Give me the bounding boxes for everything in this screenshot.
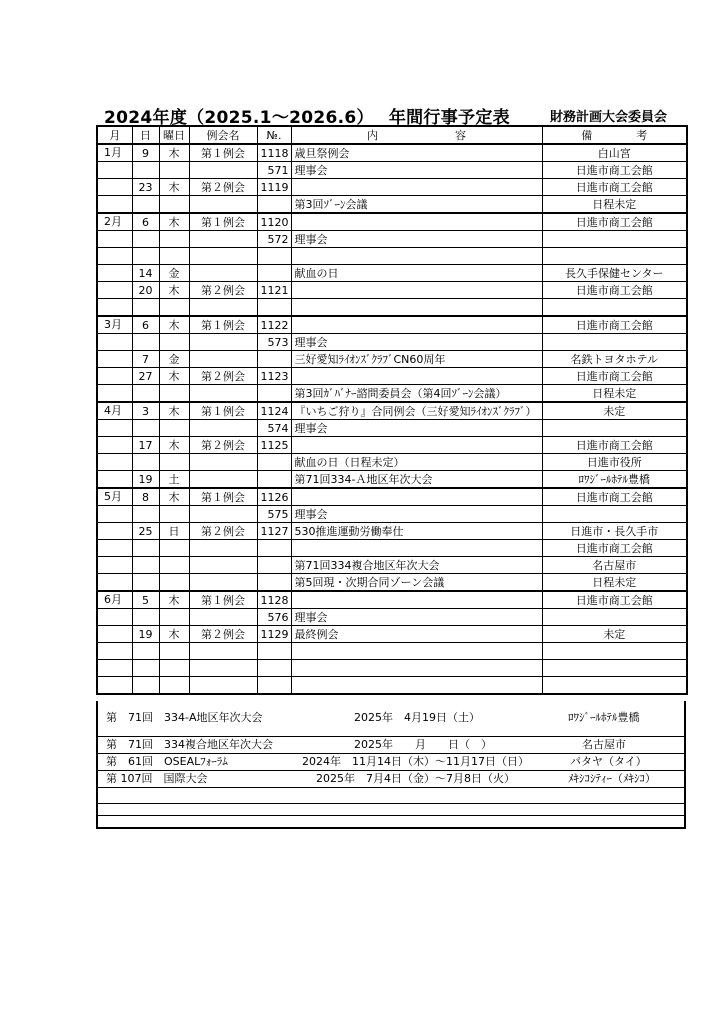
content-cell: 理事会 bbox=[291, 506, 542, 523]
row-divider bbox=[98, 787, 684, 788]
meeting-number-cell: 1124 bbox=[257, 402, 291, 420]
meeting-number-cell: 1125 bbox=[257, 437, 291, 454]
month-cell bbox=[97, 523, 132, 540]
content-cell: 第71回334複合地区年次大会 bbox=[291, 557, 542, 574]
day-cell bbox=[132, 420, 159, 437]
meeting-number-cell bbox=[257, 677, 291, 695]
meeting-number-cell: 571 bbox=[257, 162, 291, 179]
note-cell bbox=[542, 506, 687, 523]
header-note: 備 考 bbox=[542, 126, 687, 144]
day-cell: 3 bbox=[132, 402, 159, 420]
table-row bbox=[97, 471, 687, 489]
convention-label: 第 61回 OSEALﾌｫｰﾗﾑ bbox=[106, 755, 228, 768]
meeting-name-cell bbox=[189, 643, 257, 660]
note-cell bbox=[542, 248, 687, 265]
meeting-name-cell bbox=[189, 471, 257, 489]
note-cell: 日進市商工会館 bbox=[542, 591, 687, 609]
month-cell bbox=[97, 626, 132, 643]
note-cell: ﾛﾜｼﾞｰﾙﾎﾃﾙ豊橋 bbox=[542, 471, 687, 489]
meeting-name-cell bbox=[189, 557, 257, 574]
note-cell: 日進市商工会館 bbox=[542, 540, 687, 557]
header-content: 内 容 bbox=[291, 126, 542, 144]
day-cell: 14 bbox=[132, 265, 159, 282]
day-cell: 8 bbox=[132, 488, 159, 506]
content-cell: 第5回現・次期合同ゾーン会議 bbox=[291, 574, 542, 592]
schedule-body bbox=[97, 144, 687, 694]
month-cell bbox=[97, 557, 132, 574]
note-cell bbox=[542, 420, 687, 437]
weekday-cell bbox=[159, 609, 189, 626]
meeting-name-cell bbox=[189, 299, 257, 317]
content-cell: 第3回ｿﾞｰﾝ会議 bbox=[291, 196, 542, 214]
month-cell bbox=[97, 385, 132, 403]
month-cell bbox=[97, 471, 132, 489]
day-cell: 19 bbox=[132, 626, 159, 643]
convention-venue: ﾒｷｼｺｼﾃｨｰ（ﾒｷｼｺ） bbox=[568, 772, 656, 785]
weekday-cell bbox=[159, 557, 189, 574]
day-cell bbox=[132, 385, 159, 403]
meeting-number-cell: 1123 bbox=[257, 368, 291, 385]
weekday-cell: 木 bbox=[159, 179, 189, 196]
content-cell bbox=[291, 299, 542, 317]
month-cell bbox=[97, 351, 132, 368]
day-cell bbox=[132, 677, 159, 695]
table-row bbox=[97, 402, 687, 420]
content-cell: 献血の日 bbox=[291, 265, 542, 282]
content-cell: 献血の日（日程未定） bbox=[291, 454, 542, 471]
table-row bbox=[97, 454, 687, 471]
note-cell bbox=[542, 660, 687, 677]
table-row bbox=[97, 265, 687, 282]
table-row bbox=[97, 196, 687, 214]
convention-venue: ﾛﾜｼﾞｰﾙﾎﾃﾙ豊橋 bbox=[568, 711, 640, 724]
meeting-number-cell: 572 bbox=[257, 231, 291, 248]
meeting-name-cell bbox=[189, 231, 257, 248]
month-cell bbox=[97, 334, 132, 351]
note-cell: 日進市商工会館 bbox=[542, 162, 687, 179]
weekday-cell: 木 bbox=[159, 402, 189, 420]
meeting-number-cell bbox=[257, 299, 291, 317]
meeting-name-cell bbox=[189, 265, 257, 282]
table-row bbox=[97, 144, 687, 162]
table-row bbox=[97, 557, 687, 574]
convention-date: 2025年 7月4日（金）～7月8日（火） bbox=[316, 772, 515, 785]
weekday-cell: 木 bbox=[159, 316, 189, 334]
weekday-cell: 日 bbox=[159, 523, 189, 540]
day-cell bbox=[132, 643, 159, 660]
weekday-cell bbox=[159, 574, 189, 592]
weekday-cell bbox=[159, 506, 189, 523]
content-cell: 理事会 bbox=[291, 162, 542, 179]
day-cell bbox=[132, 196, 159, 214]
meeting-name-cell bbox=[189, 196, 257, 214]
note-cell: 日進市商工会館 bbox=[542, 368, 687, 385]
meeting-name-cell: 第１例会 bbox=[189, 213, 257, 231]
meeting-number-cell bbox=[257, 248, 291, 265]
meeting-number-cell: 1120 bbox=[257, 213, 291, 231]
table-row bbox=[97, 351, 687, 368]
note-cell bbox=[542, 299, 687, 317]
row-divider bbox=[98, 770, 684, 771]
table-row bbox=[97, 385, 687, 403]
convention-label: 第 71回 334複合地区年次大会 bbox=[106, 738, 273, 751]
content-cell bbox=[291, 213, 542, 231]
weekday-cell: 木 bbox=[159, 488, 189, 506]
convention-venue: 名古屋市 bbox=[582, 738, 626, 751]
note-cell: 名鉄トヨタホテル bbox=[542, 351, 687, 368]
meeting-number-cell: 575 bbox=[257, 506, 291, 523]
table-row bbox=[97, 574, 687, 592]
meeting-name-cell bbox=[189, 334, 257, 351]
note-cell: 長久手保健センター bbox=[542, 265, 687, 282]
day-cell bbox=[132, 540, 159, 557]
table-row bbox=[97, 626, 687, 643]
meeting-name-cell bbox=[189, 351, 257, 368]
table-row bbox=[97, 282, 687, 299]
content-cell bbox=[291, 660, 542, 677]
day-cell: 6 bbox=[132, 316, 159, 334]
weekday-cell: 木 bbox=[159, 144, 189, 162]
month-cell bbox=[97, 609, 132, 626]
content-cell bbox=[291, 282, 542, 299]
note-cell: 日程未定 bbox=[542, 574, 687, 592]
meeting-name-cell: 第２例会 bbox=[189, 282, 257, 299]
meeting-number-cell bbox=[257, 574, 291, 592]
month-cell: 5月 bbox=[97, 488, 132, 506]
content-cell: 理事会 bbox=[291, 609, 542, 626]
table-row bbox=[97, 231, 687, 248]
month-cell bbox=[97, 643, 132, 660]
day-cell: 5 bbox=[132, 591, 159, 609]
header-day: 日 bbox=[132, 126, 159, 144]
month-cell bbox=[97, 265, 132, 282]
meeting-name-cell: 第２例会 bbox=[189, 368, 257, 385]
content-cell bbox=[291, 248, 542, 265]
content-cell bbox=[291, 437, 542, 454]
month-cell bbox=[97, 677, 132, 695]
month-cell bbox=[97, 179, 132, 196]
convention-label: 第 107回 国際大会 bbox=[106, 772, 208, 785]
table-row bbox=[97, 299, 687, 317]
table-row bbox=[97, 643, 687, 660]
meeting-number-cell bbox=[257, 265, 291, 282]
note-cell: 日程未定 bbox=[542, 196, 687, 214]
meeting-name-cell: 第２例会 bbox=[189, 437, 257, 454]
day-cell: 9 bbox=[132, 144, 159, 162]
convention-date: 2025年 4月19日（土） bbox=[354, 711, 480, 724]
content-cell: 最終例会 bbox=[291, 626, 542, 643]
weekday-cell bbox=[159, 540, 189, 557]
convention-date: 2025年 月 日（ ） bbox=[354, 738, 492, 751]
note-cell: 日程未定 bbox=[542, 385, 687, 403]
meeting-number-cell bbox=[257, 643, 291, 660]
table-row bbox=[97, 334, 687, 351]
table-row bbox=[97, 506, 687, 523]
meeting-name-cell: 第１例会 bbox=[189, 402, 257, 420]
meeting-name-cell: 第１例会 bbox=[189, 488, 257, 506]
note-cell: 白山宮 bbox=[542, 144, 687, 162]
content-cell: 理事会 bbox=[291, 231, 542, 248]
meeting-number-cell: 574 bbox=[257, 420, 291, 437]
meeting-number-cell bbox=[257, 557, 291, 574]
meeting-number-cell: 1122 bbox=[257, 316, 291, 334]
table-row bbox=[97, 316, 687, 334]
header-number: №. bbox=[257, 126, 291, 144]
table-row bbox=[97, 488, 687, 506]
meeting-name-cell: 第２例会 bbox=[189, 523, 257, 540]
weekday-cell bbox=[159, 231, 189, 248]
row-divider bbox=[98, 753, 684, 754]
weekday-cell: 土 bbox=[159, 471, 189, 489]
convention-date: 2024年 11月14日（木）～11月17日（日） bbox=[302, 755, 529, 768]
weekday-cell: 木 bbox=[159, 591, 189, 609]
day-cell bbox=[132, 162, 159, 179]
content-cell bbox=[291, 677, 542, 695]
header-weekday: 曜日 bbox=[159, 126, 189, 144]
weekday-cell bbox=[159, 299, 189, 317]
month-cell: 3月 bbox=[97, 316, 132, 334]
note-cell: 日進市商工会館 bbox=[542, 316, 687, 334]
weekday-cell: 金 bbox=[159, 351, 189, 368]
table-row bbox=[97, 437, 687, 454]
weekday-cell: 木 bbox=[159, 368, 189, 385]
weekday-cell bbox=[159, 420, 189, 437]
table-row bbox=[97, 523, 687, 540]
row-divider bbox=[98, 736, 684, 737]
content-cell bbox=[291, 488, 542, 506]
note-cell: 日進市・長久手市 bbox=[542, 523, 687, 540]
table-row bbox=[97, 179, 687, 196]
content-cell bbox=[291, 643, 542, 660]
note-cell: 未定 bbox=[542, 402, 687, 420]
day-cell bbox=[132, 454, 159, 471]
month-cell bbox=[97, 299, 132, 317]
day-cell bbox=[132, 557, 159, 574]
convention-venue: パタヤ（タイ） bbox=[570, 755, 647, 768]
content-cell bbox=[291, 591, 542, 609]
weekday-cell bbox=[159, 454, 189, 471]
month-cell bbox=[97, 506, 132, 523]
weekday-cell: 木 bbox=[159, 626, 189, 643]
day-cell bbox=[132, 231, 159, 248]
note-cell: 名古屋市 bbox=[542, 557, 687, 574]
day-cell bbox=[132, 609, 159, 626]
table-row bbox=[97, 368, 687, 385]
month-cell: 2月 bbox=[97, 213, 132, 231]
month-cell bbox=[97, 248, 132, 265]
content-cell: 理事会 bbox=[291, 420, 542, 437]
month-cell bbox=[97, 196, 132, 214]
content-cell: 第3回ｶﾞﾊﾞﾅｰ諮問委員会（第4回ｿﾞｰﾝ会議） bbox=[291, 385, 542, 403]
content-cell: 第71回334-Ａ地区年次大会 bbox=[291, 471, 542, 489]
note-cell bbox=[542, 231, 687, 248]
note-cell bbox=[542, 643, 687, 660]
note-cell: 日進市商工会館 bbox=[542, 488, 687, 506]
content-cell bbox=[291, 368, 542, 385]
meeting-name-cell: 第２例会 bbox=[189, 179, 257, 196]
table-row bbox=[97, 213, 687, 231]
day-cell bbox=[132, 299, 159, 317]
meeting-name-cell bbox=[189, 609, 257, 626]
meeting-name-cell: 第２例会 bbox=[189, 626, 257, 643]
note-cell bbox=[542, 334, 687, 351]
month-cell bbox=[97, 162, 132, 179]
weekday-cell bbox=[159, 385, 189, 403]
month-cell bbox=[97, 231, 132, 248]
day-cell bbox=[132, 660, 159, 677]
content-cell bbox=[291, 316, 542, 334]
month-cell bbox=[97, 574, 132, 592]
weekday-cell bbox=[159, 677, 189, 695]
meeting-number-cell: 576 bbox=[257, 609, 291, 626]
day-cell: 6 bbox=[132, 213, 159, 231]
day-cell bbox=[132, 334, 159, 351]
day-cell bbox=[132, 506, 159, 523]
table-row bbox=[97, 420, 687, 437]
weekday-cell bbox=[159, 196, 189, 214]
month-cell bbox=[97, 540, 132, 557]
weekday-cell: 木 bbox=[159, 282, 189, 299]
meeting-number-cell: 1118 bbox=[257, 144, 291, 162]
meeting-name-cell bbox=[189, 677, 257, 695]
day-cell: 19 bbox=[132, 471, 159, 489]
content-cell: 530推進運動労働奉仕 bbox=[291, 523, 542, 540]
month-cell: 6月 bbox=[97, 591, 132, 609]
note-cell bbox=[542, 609, 687, 626]
meeting-number-cell: 1129 bbox=[257, 626, 291, 643]
meeting-name-cell bbox=[189, 506, 257, 523]
meeting-name-cell bbox=[189, 660, 257, 677]
note-cell: 日進市商工会館 bbox=[542, 282, 687, 299]
row-divider bbox=[98, 815, 684, 816]
month-cell bbox=[97, 420, 132, 437]
day-cell: 23 bbox=[132, 179, 159, 196]
title-bar bbox=[96, 103, 686, 128]
meeting-number-cell bbox=[257, 454, 291, 471]
note-cell: 日進市役所 bbox=[542, 454, 687, 471]
content-cell bbox=[291, 540, 542, 557]
page-title: 2024年度（2025.1～2026.6） 年間行事予定表 bbox=[104, 108, 510, 128]
meeting-name-cell: 第１例会 bbox=[189, 144, 257, 162]
weekday-cell: 金 bbox=[159, 265, 189, 282]
table-row bbox=[97, 591, 687, 609]
weekday-cell: 木 bbox=[159, 437, 189, 454]
meeting-number-cell bbox=[257, 540, 291, 557]
month-cell bbox=[97, 660, 132, 677]
note-cell: 日進市商工会館 bbox=[542, 437, 687, 454]
day-cell: 25 bbox=[132, 523, 159, 540]
header-month: 月 bbox=[97, 126, 132, 144]
organizer-label: 財務計画大会委員会 bbox=[550, 110, 668, 125]
month-cell bbox=[97, 437, 132, 454]
meeting-name-cell bbox=[189, 454, 257, 471]
meeting-name-cell bbox=[189, 248, 257, 265]
convention-list bbox=[96, 701, 686, 829]
meeting-name-cell: 第１例会 bbox=[189, 591, 257, 609]
day-cell bbox=[132, 574, 159, 592]
table-row bbox=[97, 677, 687, 695]
header-meeting: 例会名 bbox=[189, 126, 257, 144]
day-cell: 20 bbox=[132, 282, 159, 299]
convention-label: 第 71回 334-A地区年次大会 bbox=[106, 711, 263, 724]
meeting-number-cell: 1119 bbox=[257, 179, 291, 196]
meeting-number-cell: 1126 bbox=[257, 488, 291, 506]
meeting-name-cell bbox=[189, 574, 257, 592]
meeting-name-cell bbox=[189, 420, 257, 437]
table-header-row bbox=[97, 126, 687, 144]
meeting-number-cell bbox=[257, 471, 291, 489]
table-row bbox=[97, 162, 687, 179]
day-cell bbox=[132, 248, 159, 265]
meeting-number-cell: 1128 bbox=[257, 591, 291, 609]
month-cell: 1月 bbox=[97, 144, 132, 162]
day-cell: 17 bbox=[132, 437, 159, 454]
month-cell bbox=[97, 368, 132, 385]
weekday-cell bbox=[159, 248, 189, 265]
note-cell: 未定 bbox=[542, 626, 687, 643]
meeting-number-cell: 1121 bbox=[257, 282, 291, 299]
weekday-cell bbox=[159, 660, 189, 677]
note-cell: 日進市商工会館 bbox=[542, 213, 687, 231]
content-cell bbox=[291, 179, 542, 196]
meeting-name-cell bbox=[189, 385, 257, 403]
table-row bbox=[97, 248, 687, 265]
table-row bbox=[97, 540, 687, 557]
month-cell: 4月 bbox=[97, 402, 132, 420]
meeting-number-cell bbox=[257, 385, 291, 403]
meeting-number-cell: 1127 bbox=[257, 523, 291, 540]
weekday-cell bbox=[159, 334, 189, 351]
meeting-number-cell bbox=[257, 351, 291, 368]
weekday-cell bbox=[159, 643, 189, 660]
month-cell bbox=[97, 454, 132, 471]
schedule-table bbox=[96, 125, 688, 695]
content-cell: 『いちご狩り』合同例会（三好愛知ﾗｲｵﾝｽﾞｸﾗﾌﾞ） bbox=[291, 402, 542, 420]
content-cell: 三好愛知ﾗｲｵﾝｽﾞｸﾗﾌﾞCN60周年 bbox=[291, 351, 542, 368]
content-cell: 理事会 bbox=[291, 334, 542, 351]
month-cell bbox=[97, 282, 132, 299]
weekday-cell bbox=[159, 162, 189, 179]
content-cell: 歳旦祭例会 bbox=[291, 144, 542, 162]
meeting-name-cell bbox=[189, 540, 257, 557]
table-row bbox=[97, 660, 687, 677]
day-cell: 27 bbox=[132, 368, 159, 385]
table-row bbox=[97, 609, 687, 626]
note-cell bbox=[542, 677, 687, 695]
meeting-number-cell bbox=[257, 660, 291, 677]
meeting-number-cell: 573 bbox=[257, 334, 291, 351]
meeting-name-cell: 第１例会 bbox=[189, 316, 257, 334]
row-divider bbox=[98, 803, 684, 804]
weekday-cell: 木 bbox=[159, 213, 189, 231]
meeting-name-cell bbox=[189, 162, 257, 179]
meeting-number-cell bbox=[257, 196, 291, 214]
note-cell: 日進市商工会館 bbox=[542, 179, 687, 196]
day-cell: 7 bbox=[132, 351, 159, 368]
